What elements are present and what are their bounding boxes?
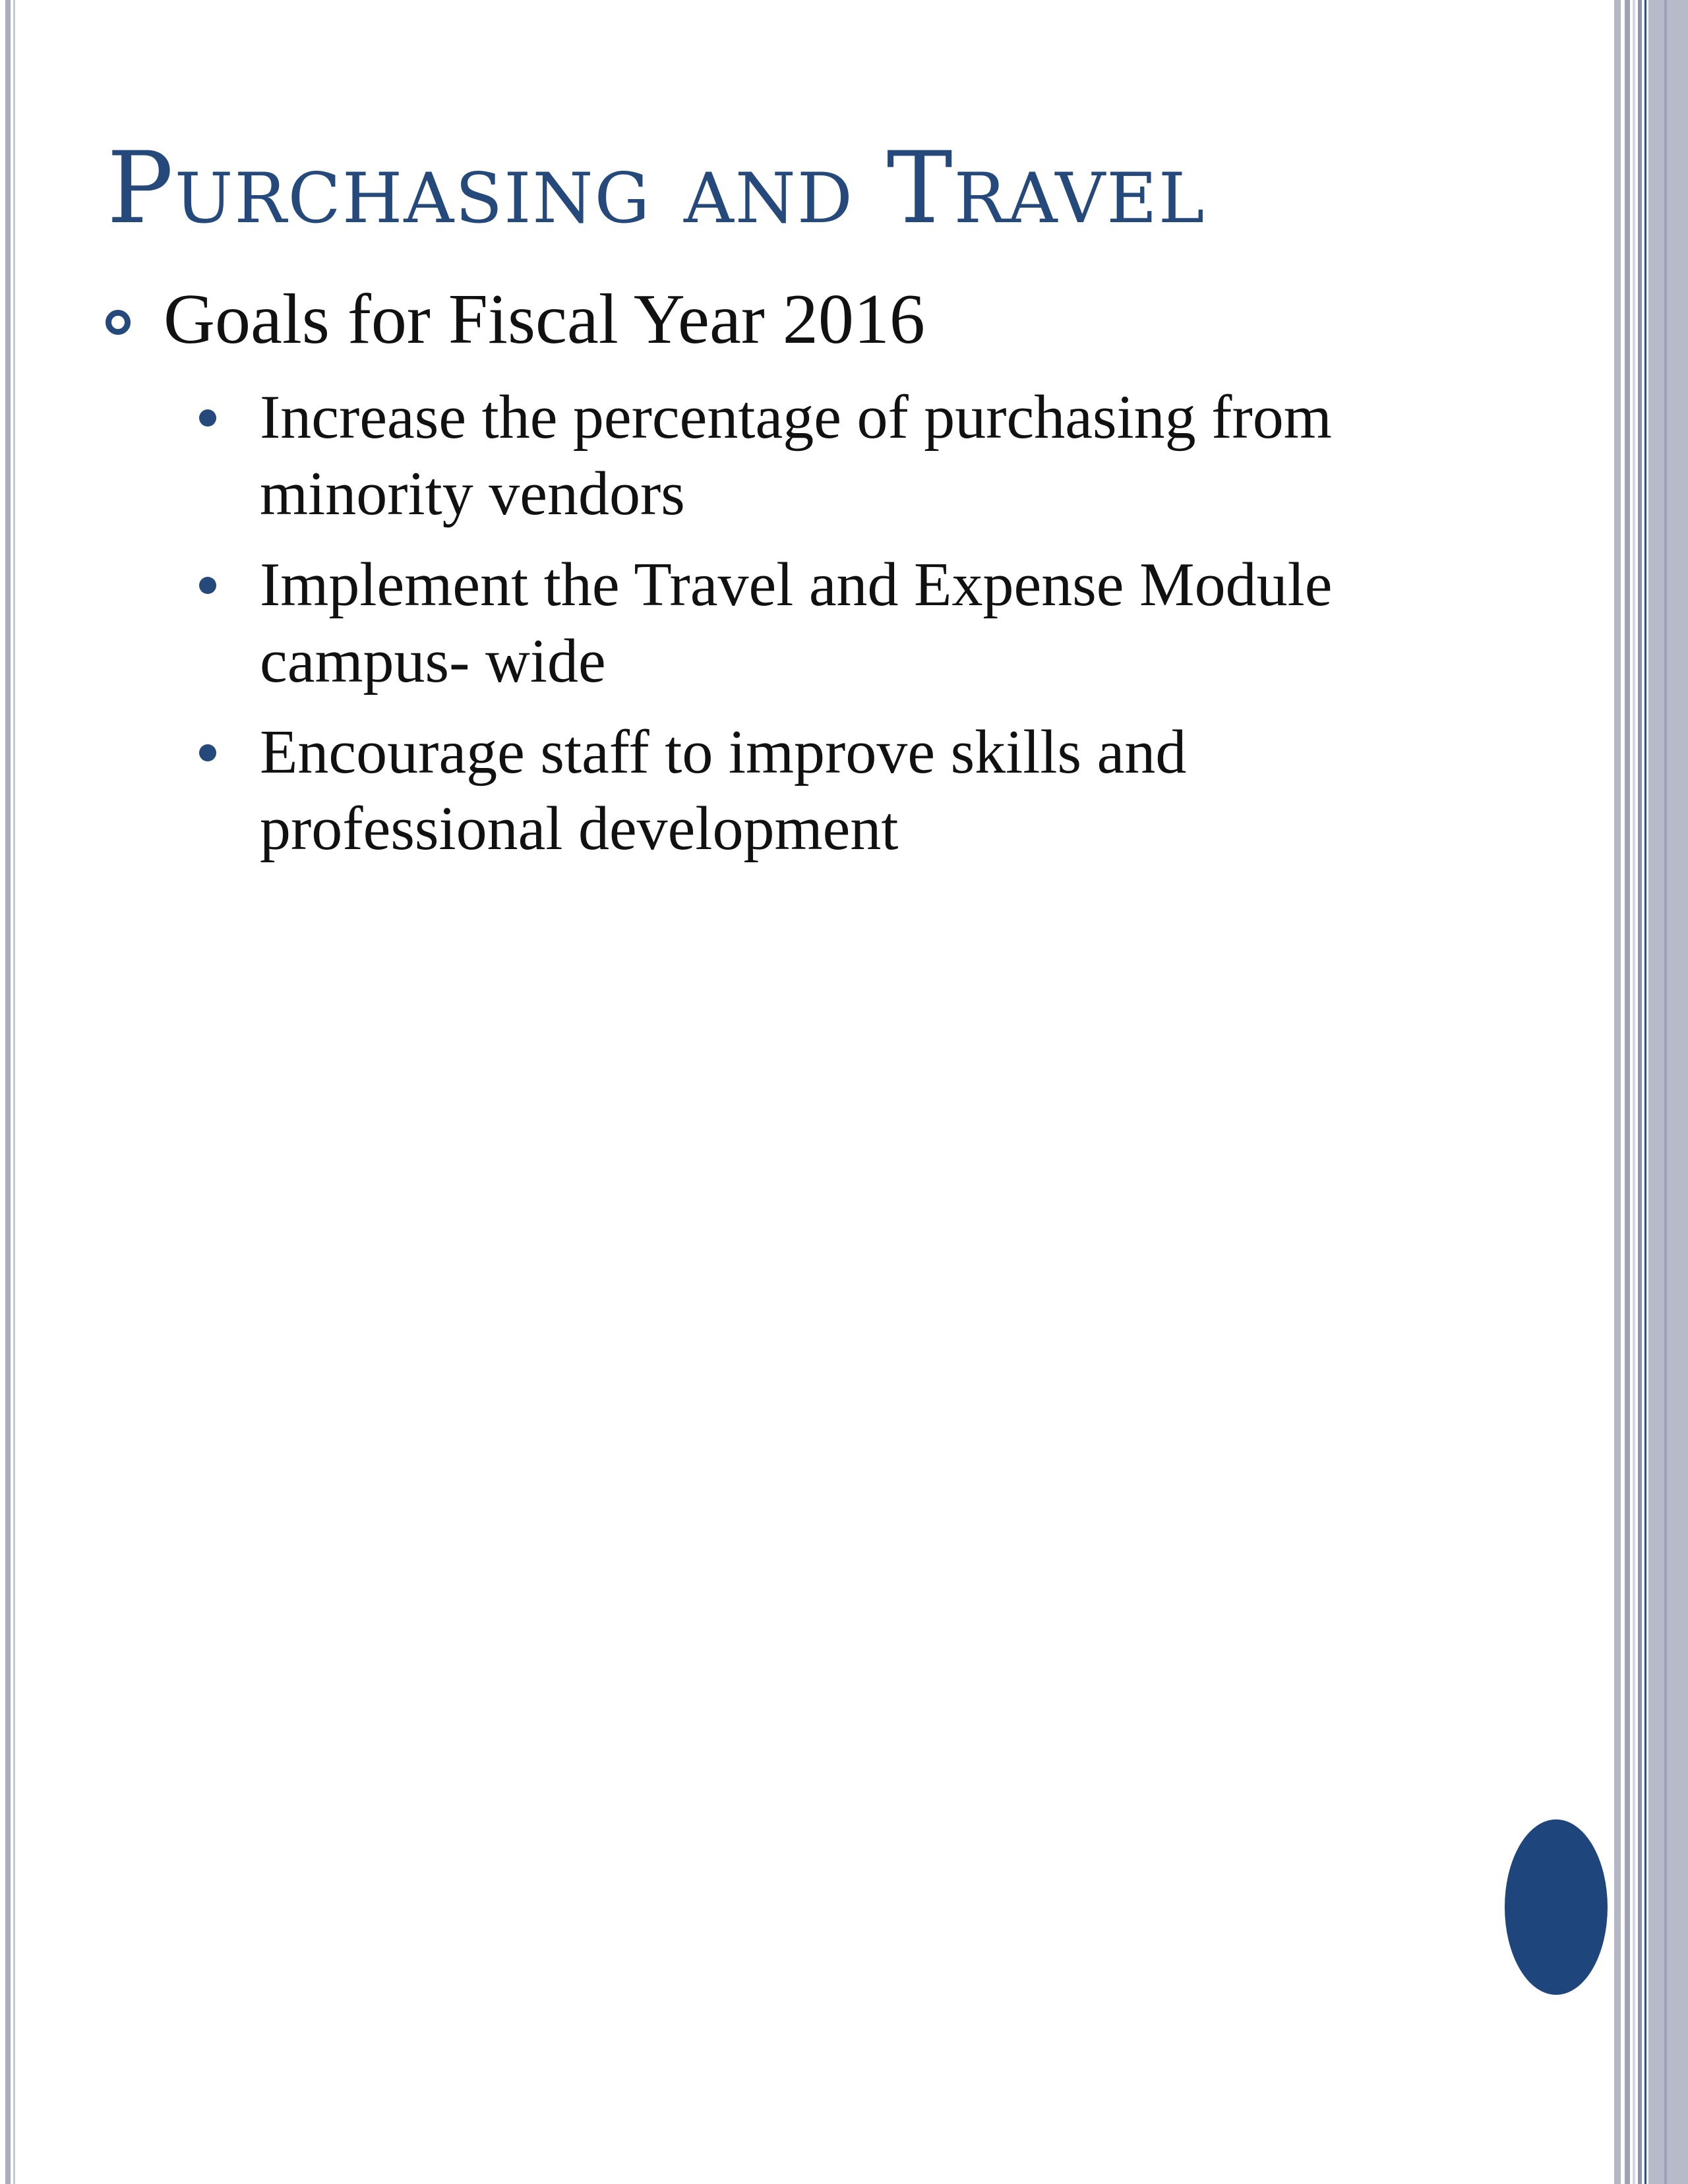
right-border-decoration	[1609, 0, 1688, 2184]
dot-bullet-icon	[199, 744, 216, 761]
list-item-text: Increase the percentage of purchasing from minority vendors	[260, 383, 1332, 528]
oval-marker-icon	[1505, 1819, 1608, 1995]
level1-bullet-item	[106, 277, 1556, 363]
slide-title: Purchasing and Travel	[107, 131, 1206, 246]
list-item	[198, 379, 1451, 532]
list-item-text: Implement the Travel and Expense Module campus- wide	[260, 550, 1333, 695]
left-border-decoration	[0, 0, 21, 2184]
list-item	[198, 546, 1451, 699]
goals-list	[198, 379, 1451, 881]
list-item-text: Encourage staff to improve skills and professional development	[260, 718, 1187, 863]
list-item	[198, 714, 1451, 867]
dot-bullet-icon	[199, 577, 216, 594]
ring-bullet-icon	[106, 310, 131, 335]
level1-bullet-text: Goals for Fiscal Year 2016	[164, 280, 925, 359]
dot-bullet-icon	[199, 409, 216, 427]
